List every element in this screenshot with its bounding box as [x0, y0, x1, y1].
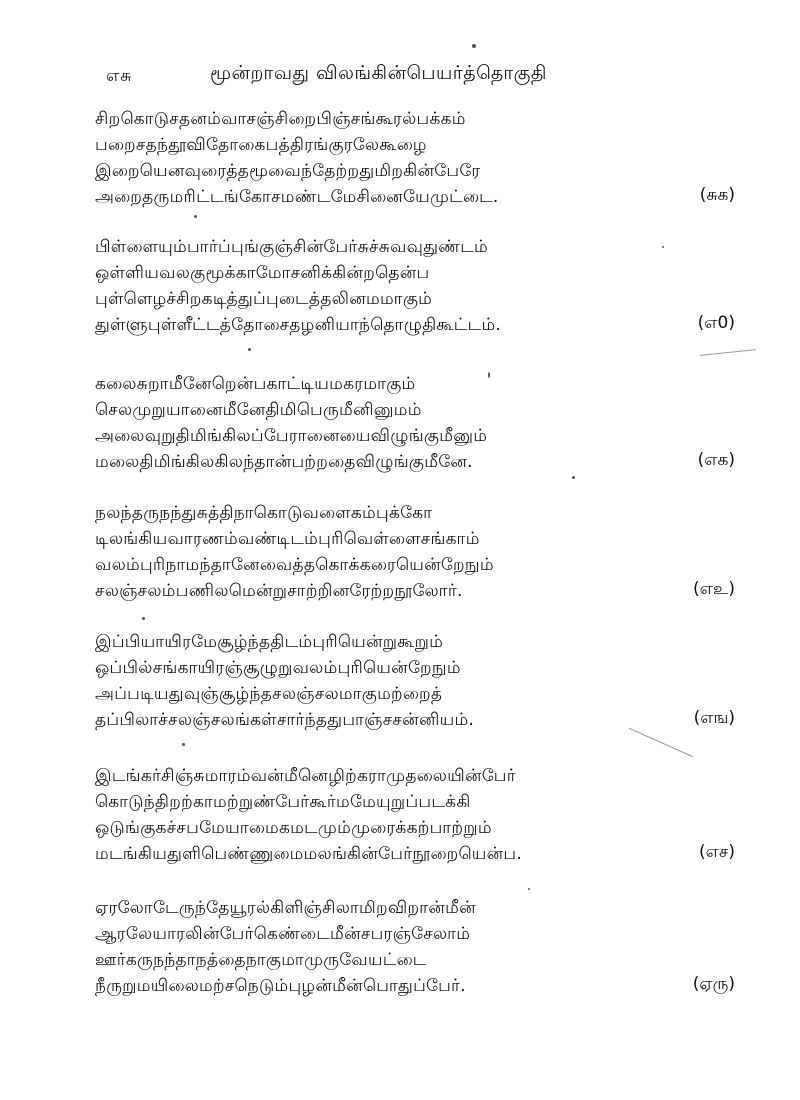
verse-line: புள்ளெழச்சிறகடித்துப்புடைத்தலினமமாகும் [95, 289, 433, 309]
verse-stanza [95, 106, 735, 210]
verse-line: கொடுந்திறற்காமற்றுண்பேர்கூர்மமேயுறுப்படக்கி [95, 792, 471, 812]
verse-line: அப்படியதுவுஞ்சூழ்ந்தசலஞ்சலமாகுமற்றைத் [95, 684, 443, 704]
scan-speck [662, 246, 664, 248]
verse-number: (சுக) [699, 185, 735, 205]
page-header [0, 62, 800, 94]
verse-line: மலைதிமிங்கிலகிலந்தான்பற்றதைவிழுங்குமீனே. [95, 452, 473, 472]
scan-speck [472, 44, 476, 48]
verse-line: சிறகொடுசதனம்வாசஞ்சிறைபிஞ்சங்கூரல்பக்கம் [95, 109, 466, 129]
verse-line: ஒப்பில்சங்காயிரஞ்சூழுறுவலம்புரியென்றேநும் [95, 658, 461, 678]
verse-line: டிலங்கியவாரணம்வண்டிடம்புரிவெள்ளைசங்காம் [95, 529, 480, 549]
verse-line: துள்ளுபுள்ளீட்டத்தோசைதழனியாந்தொழுதிகூட்டம். [95, 315, 502, 335]
verse-number: (எக) [697, 450, 735, 470]
verse-line: சலஞ்சலம்பணிலமென்றுசாற்றினரேற்றநூலோர். [95, 581, 463, 601]
scan-speck [572, 476, 575, 479]
scan-speck [142, 617, 145, 620]
verse-line: பிள்ளையும்பார்ப்புங்குஞ்சின்பேர்சுச்சுவவுதுண்டம் [95, 237, 489, 257]
verse-number: (எங) [693, 708, 735, 728]
verse-line: ஊர்கருநந்தாநத்தைநாகுமாமுருவேயட்டை [95, 950, 427, 970]
scan-scratch [700, 349, 756, 356]
verse-line: ஒடுங்குகச்சபமேயாமைகமடமும்முரைக்கற்பாற்றும் [95, 818, 492, 838]
verse-line: அறைதருமரிட்டங்கோசமண்டமேசினையேமுட்டை. [95, 187, 499, 207]
verse-stanza [95, 234, 735, 338]
verse-stanza [95, 895, 735, 999]
verse-line: ஆரலேயாரலின்பேர்கெண்டைமீன்சபரஞ்சேலாம் [95, 924, 471, 944]
verse-line: செலமுறுயானைமீனேதிமிபெருமீனினுமம் [95, 400, 422, 420]
verse-line: இறையெனவுரைத்தமூவைந்தேற்றதுமிறகின்பேரே [95, 161, 481, 181]
scan-speck [182, 743, 185, 746]
scan-speck [528, 888, 530, 890]
verse-line: அலைவுறுதிமிங்கிலப்பேரானையைவிழுங்குமீனும் [95, 426, 488, 446]
scan-speck [194, 215, 197, 218]
verse-number: (எஉ) [693, 579, 735, 599]
verse-line: தப்பிலாச்சலஞ்சலங்கள்சார்ந்ததுபாஞ்சசன்னியம். [95, 710, 475, 730]
scan-speck [488, 372, 490, 378]
verse-stanza [95, 371, 735, 475]
verse-line: இப்பியாயிரமேசூழ்ந்ததிடம்புரியென்றுகூறும் [95, 632, 444, 652]
verse-line: மடங்கியதுளிபெண்ணுமைமலங்கின்பேர்நூறையென்ப. [95, 844, 523, 864]
verse-number: (எச) [699, 842, 735, 862]
scan-speck [248, 348, 251, 351]
verse-line: ஏரலோடேருந்தேயூரல்கிளிஞ்சிலாமிறவிறான்மீன் [95, 898, 476, 918]
running-title: மூன்றாவது விலங்கின்பெயர்த்தொகுதி [210, 62, 548, 84]
verse-line: கலைசுறாமீனேறென்பகாட்டியமகரமாகும் [95, 374, 416, 394]
verse-line: நலந்தருநந்துசுத்திநாகொடுவளைகம்புக்கோ [95, 503, 433, 523]
verse-stanza [95, 763, 735, 867]
verse-line: பறைசதந்தூவிதோகைபத்திரங்குரலேகூழை [95, 135, 427, 155]
verse-number: (ஏரு) [692, 974, 735, 994]
verse-line: நீருறுமயிலைமற்சநெடும்புழன்மீன்பொதுப்பேர். [95, 976, 466, 996]
verse-stanza [95, 500, 735, 604]
page-number: எசு [106, 66, 133, 86]
verse-number: (எ0) [697, 313, 735, 333]
verse-stanza [95, 629, 735, 733]
verse-line: ஒள்ளியவலகுமூக்காமோசனிக்கின்றதென்ப [95, 263, 430, 283]
verse-line: வலம்புரிநாமந்தானேவைத்தகொக்கரையென்றேநும் [95, 555, 494, 575]
verse-line: இடங்கர்சிஞ்சுமாரம்வன்மீனெழிற்கராமுதலையின்பேர் [95, 766, 516, 786]
